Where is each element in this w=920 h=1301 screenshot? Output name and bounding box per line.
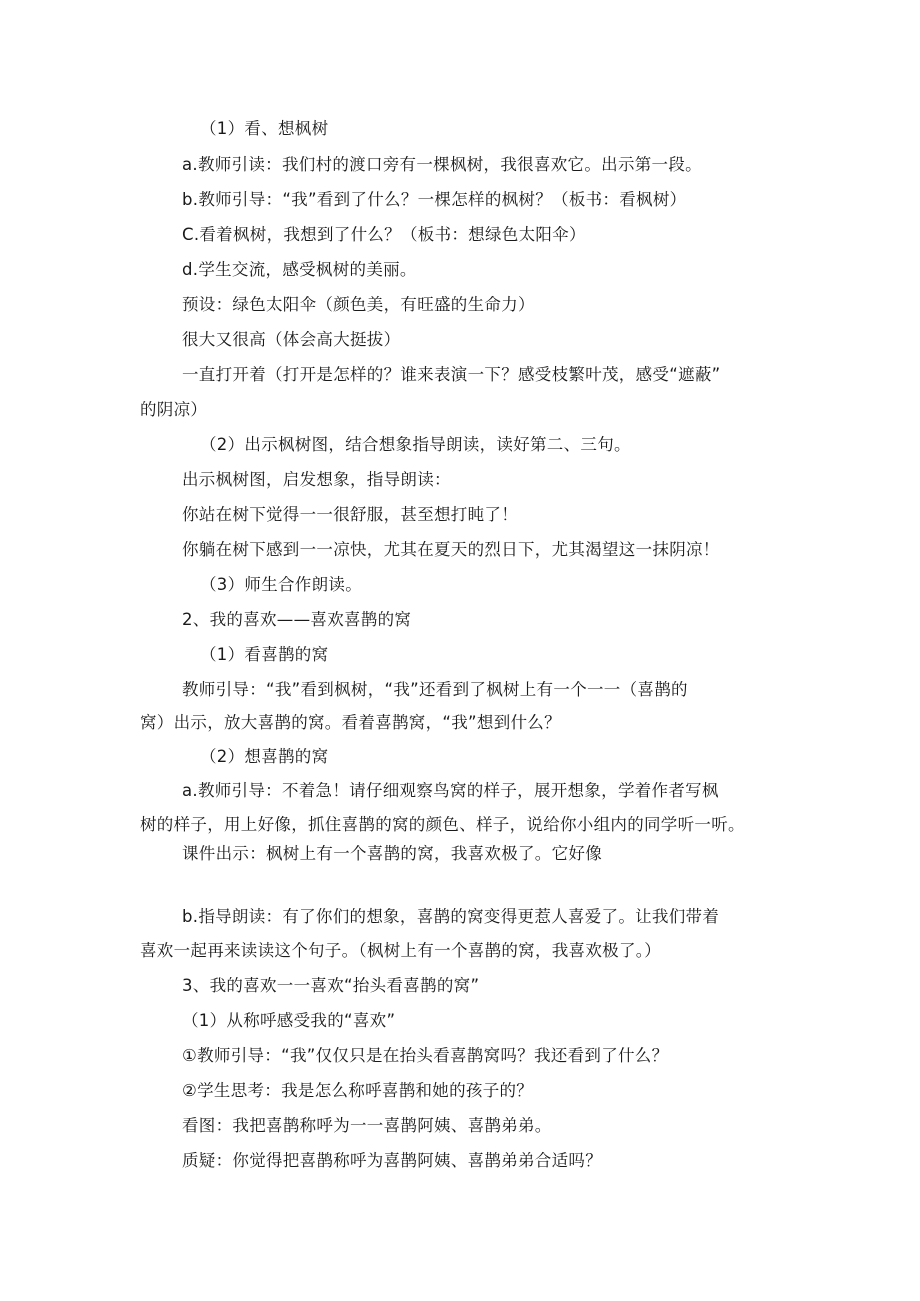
heading-look-think-maple: （1）看、想枫树 bbox=[200, 119, 329, 138]
heading-look-magpie-nest: （1）看喜鹊的窝 bbox=[200, 645, 329, 664]
section-heading-look-up: 3、我的喜欢一一喜欢“抬头看喜鹊的窝” bbox=[182, 976, 480, 995]
heading-think-magpie-nest: （2）想喜鹊的窝 bbox=[200, 747, 329, 766]
paragraph-line: 的阴凉） bbox=[140, 400, 208, 419]
paragraph-line: 看图：我把喜鹊称呼为一一喜鹊阿姨、喜鹊弟弟。 bbox=[182, 1116, 552, 1135]
paragraph-line: 树的样子，用上好像，抓住喜鹊的窝的颜色、样子，说给你小组内的同学听一听。 bbox=[140, 815, 745, 834]
heading-read-aloud: （2）出示枫树图，结合想象指导朗读，读好第二、三句。 bbox=[200, 435, 631, 454]
paragraph-line: b.教师引导：“我”看到了什么？一棵怎样的枫树？（板书：看枫树） bbox=[182, 190, 687, 209]
paragraph-line: 教师引导：“我”看到枫树，“我”还看到了枫树上有一个一一（喜鹊的 bbox=[182, 680, 688, 699]
paragraph-line: 窝）出示，放大喜鹊的窝。看着喜鹊窝，“我”想到什么？ bbox=[140, 713, 561, 732]
paragraph-line: a.教师引读：我们村的渡口旁有一棵枫树，我很喜欢它。出示第一段。 bbox=[182, 155, 702, 174]
paragraph-line: 喜欢一起再来读读这个句子。（枫树上有一个喜鹊的窝，我喜欢极了。） bbox=[140, 941, 662, 960]
paragraph-line: ②学生思考：我是怎么称呼喜鹊和她的孩子的？ bbox=[182, 1081, 534, 1100]
paragraph-line: d.学生交流，感受枫树的美丽。 bbox=[182, 260, 417, 279]
paragraph-line: a.教师引导：不着急！请仔细观察鸟窝的样子，展开想象，学着作者写枫 bbox=[182, 781, 719, 800]
paragraph-line: 你躺在树下感到一一凉快，尤其在夏天的烈日下，尤其渴望这一抹阴凉！ bbox=[182, 540, 720, 559]
section-heading-magpie-nest: 2、我的喜欢——喜欢喜鹊的窝 bbox=[182, 610, 412, 629]
paragraph-line: 预设：绿色太阳伞（颜色美，有旺盛的生命力） bbox=[182, 295, 535, 314]
paragraph-line: 很大又很高（体会高大挺拔） bbox=[182, 330, 401, 349]
paragraph-line: 一直打开着（打开是怎样的？谁来表演一下？感受枝繁叶茂，感受“遮蔽” bbox=[182, 365, 721, 384]
paragraph-line: 出示枫树图，启发想象，指导朗读： bbox=[182, 470, 451, 489]
paragraph-line: C.看着枫树，我想到了什么？（板书：想绿色太阳伞） bbox=[182, 225, 586, 244]
paragraph-line: b.指导朗读：有了你们的想象，喜鹊的窝变得更惹人喜爱了。让我们带着 bbox=[182, 907, 720, 926]
heading-address-like: （1）从称呼感受我的“喜欢” bbox=[182, 1011, 396, 1030]
paragraph-line: 课件出示：枫树上有一个喜鹊的窝，我喜欢极了。它好像 bbox=[182, 844, 602, 863]
heading-cooperative-reading: （3）师生合作朗读。 bbox=[200, 575, 362, 594]
paragraph-line: ①教师引导：“我”仅仅只是在抬头看喜鹊窝吗？我还看到了什么？ bbox=[182, 1046, 669, 1065]
paragraph-line: 你站在树下觉得一一很舒服，甚至想打盹了！ bbox=[182, 505, 518, 524]
paragraph-line: 质疑：你觉得把喜鹊称呼为喜鹊阿姨、喜鹊弟弟合适吗？ bbox=[182, 1151, 602, 1170]
